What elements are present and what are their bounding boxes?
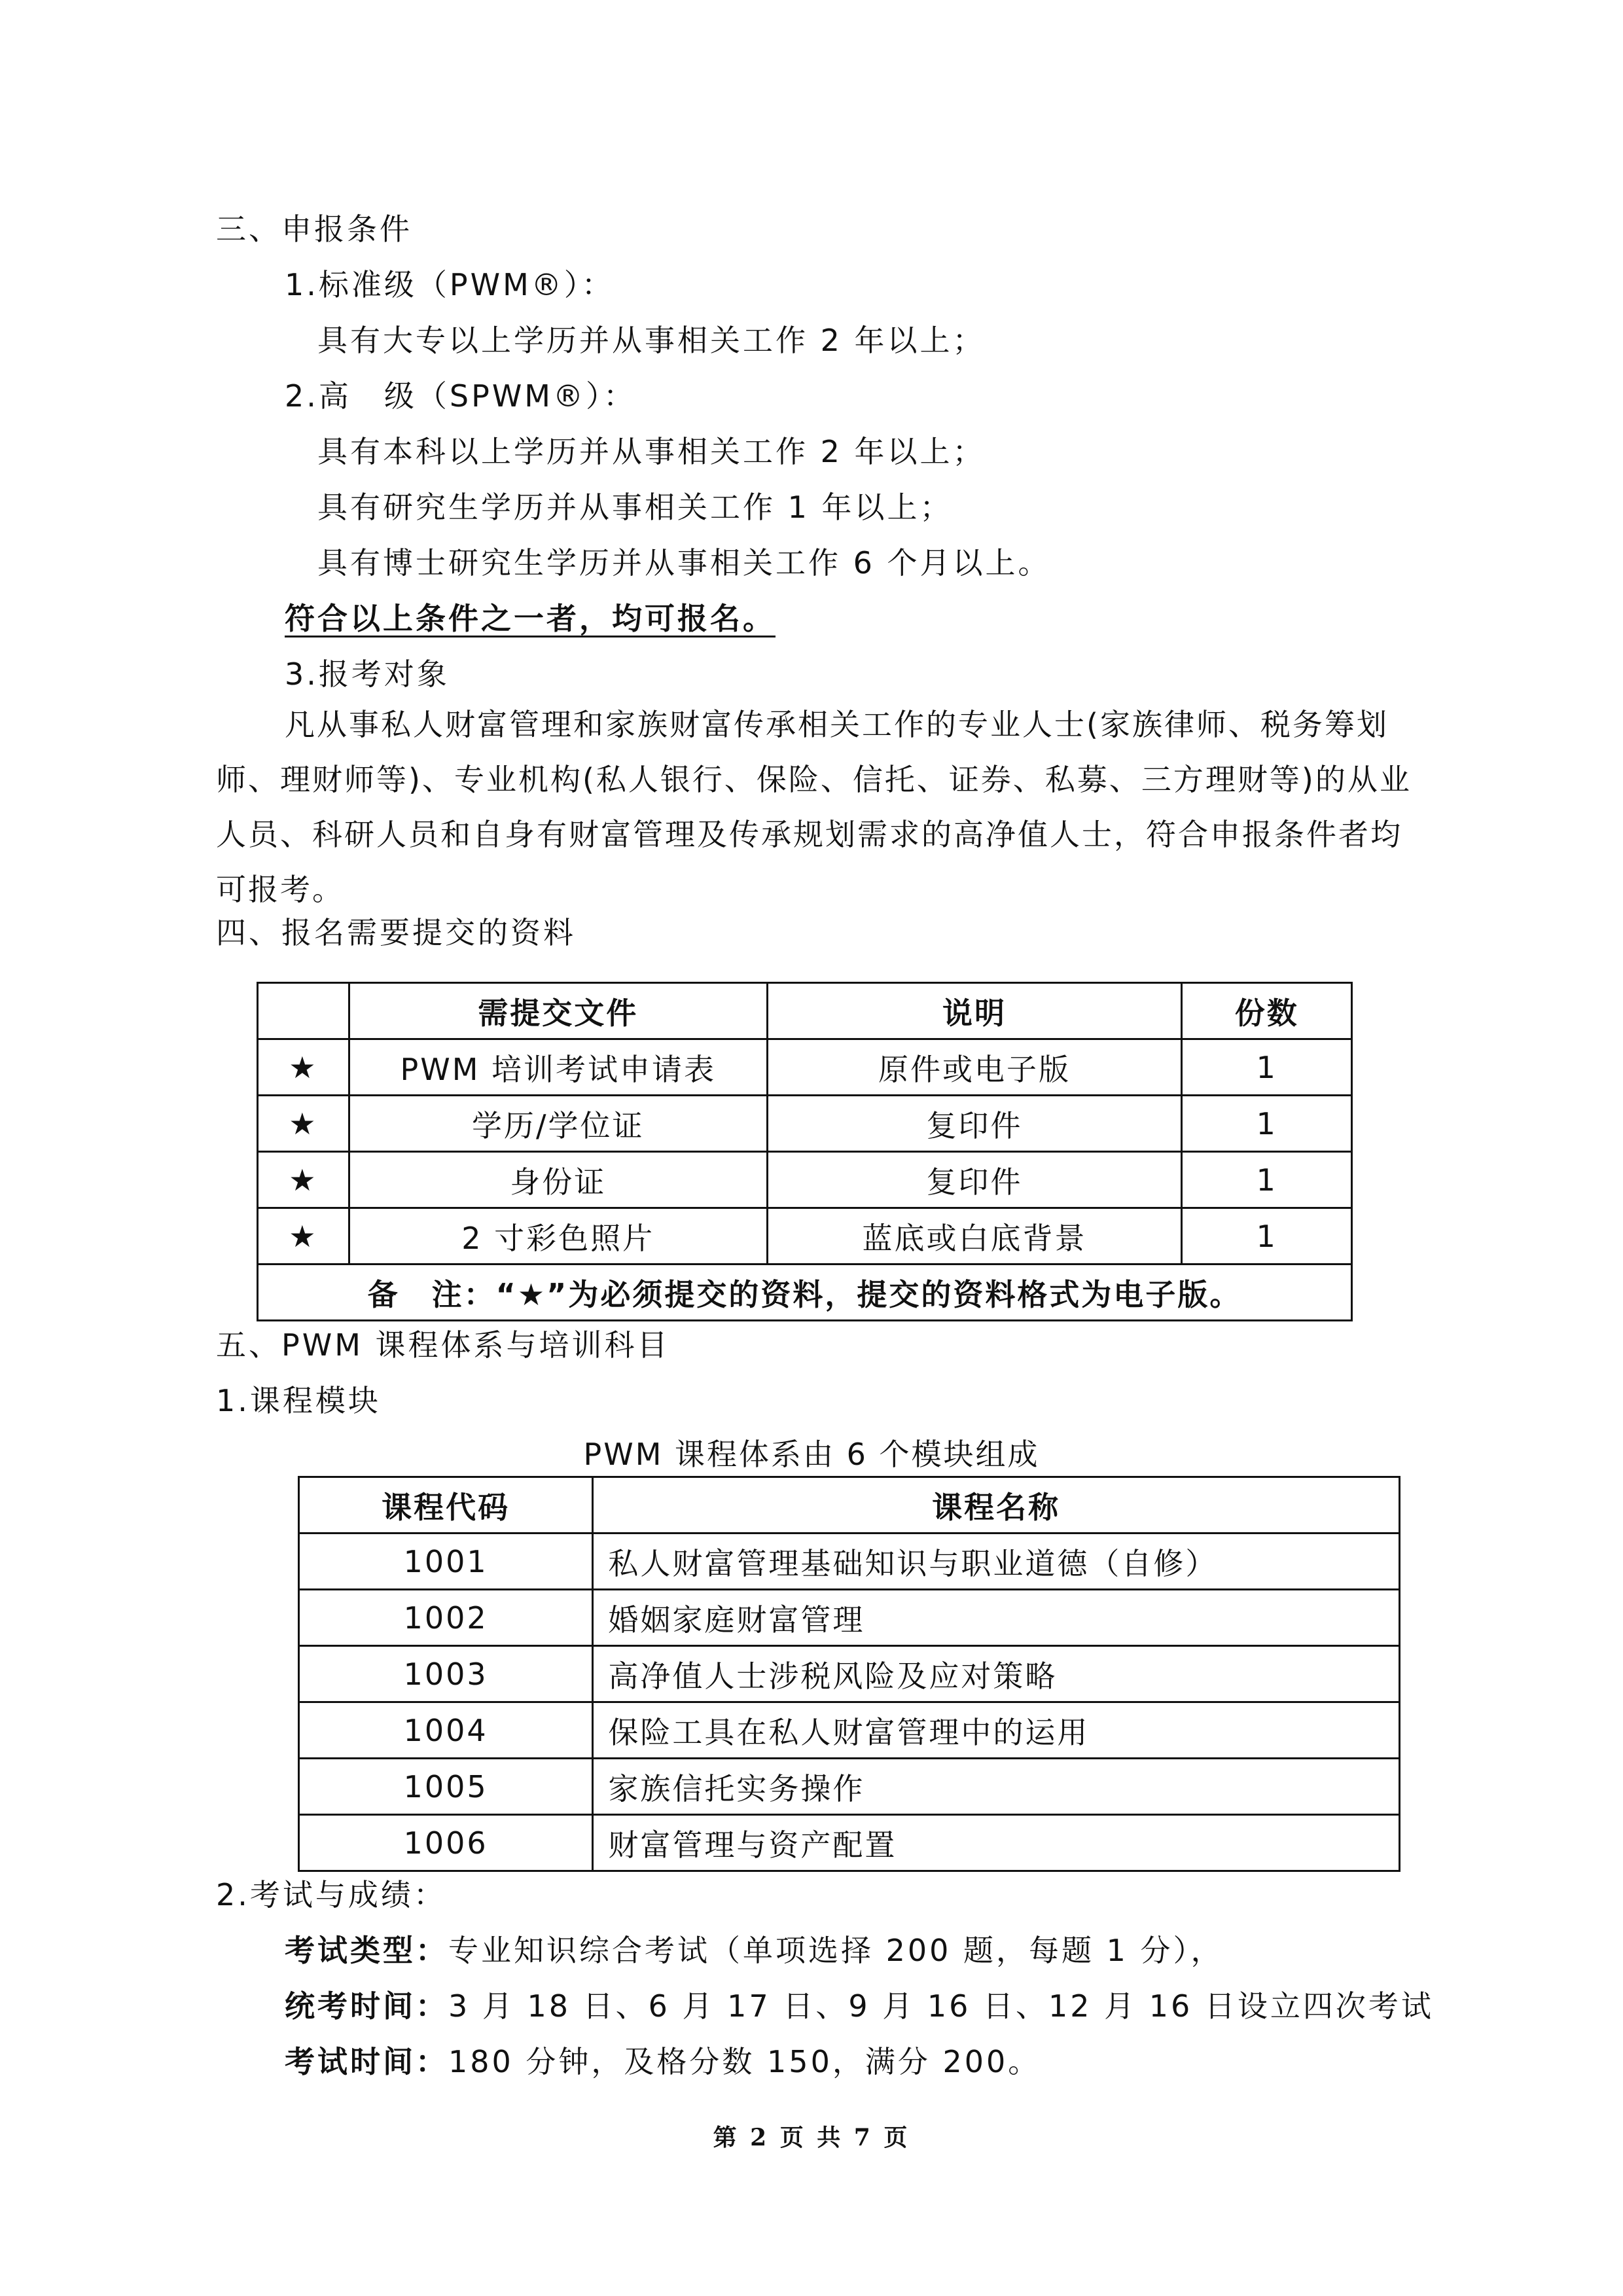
course-header-row — [299, 1477, 1400, 1534]
table-row — [299, 1646, 1400, 1702]
section-5-title: 五、PWM 课程体系与培训科目 — [216, 1327, 670, 1363]
course-code: 1004 — [299, 1702, 593, 1759]
materials-table — [257, 982, 1353, 1321]
table-row — [299, 1534, 1400, 1590]
materials-header-count: 份数 — [1182, 983, 1352, 1039]
advanced-level-req-3: 具有博士研究生学历并从事相关工作 6 个月以上。 — [317, 545, 1051, 581]
exam-type — [285, 1931, 1224, 1970]
material-file: 身份证 — [349, 1152, 767, 1208]
course-code: 1005 — [299, 1759, 593, 1815]
exam-type-label: 考试类型： — [285, 1933, 448, 1968]
course-header-name: 课程名称 — [593, 1477, 1400, 1534]
table-row — [258, 1039, 1352, 1096]
course-name: 家族信托实务操作 — [593, 1759, 1400, 1815]
material-desc: 复印件 — [767, 1152, 1182, 1208]
materials-header-desc: 说明 — [767, 983, 1182, 1039]
target-line-1: 凡从事私人财富管理和家族财富传承相关工作的专业人士(家族律师、税务筹划 — [285, 707, 1389, 742]
target-paragraph — [216, 697, 1414, 917]
materials-header-row — [258, 983, 1352, 1039]
course-code: 1006 — [299, 1815, 593, 1871]
target-line-3: 人员、科研人员和自身有财富管理及传承规划需求的高净值人士，符合申报条件者均 — [216, 817, 1402, 852]
course-code: 1001 — [299, 1534, 593, 1590]
course-module-title: 1.课程模块 — [216, 1383, 381, 1418]
material-count: 1 — [1182, 1152, 1352, 1208]
course-table-caption: PWM 课程体系由 6 个模块组成 — [583, 1437, 1040, 1472]
exam-dates-label: 统考时间： — [285, 1988, 448, 2024]
course-name: 婚姻家庭财富管理 — [593, 1590, 1400, 1646]
table-row — [258, 1096, 1352, 1152]
material-file: 学历/学位证 — [349, 1096, 767, 1152]
table-row — [299, 1702, 1400, 1759]
material-count: 1 — [1182, 1208, 1352, 1265]
table-row — [299, 1590, 1400, 1646]
page-number: 第 2 页 共 7 页 — [713, 2124, 910, 2151]
materials-remark-row — [258, 1265, 1352, 1321]
section-3-title: 三、申报条件 — [216, 211, 412, 247]
required-star-icon: ★ — [258, 1208, 349, 1265]
target-line-4: 可报考。 — [216, 872, 344, 907]
material-desc: 蓝底或白底背景 — [767, 1208, 1182, 1265]
material-desc: 原件或电子版 — [767, 1039, 1182, 1096]
material-file: 2 寸彩色照片 — [349, 1208, 767, 1265]
table-row — [258, 1152, 1352, 1208]
materials-header-mark — [258, 983, 349, 1039]
course-table — [298, 1476, 1400, 1872]
course-name: 保险工具在私人财富管理中的运用 — [593, 1702, 1400, 1759]
exam-dates — [285, 1986, 1434, 2026]
table-row — [258, 1208, 1352, 1265]
course-header-code: 课程代码 — [299, 1477, 593, 1534]
course-name: 高净值人士涉税风险及应对策略 — [593, 1646, 1400, 1702]
advanced-level-title: 2.高 级（SPWM®）： — [285, 378, 636, 414]
material-count: 1 — [1182, 1039, 1352, 1096]
materials-remark: 备 注：“★”为必须提交的资料，提交的资料格式为电子版。 — [258, 1265, 1352, 1321]
exam-dates-value: 3 月 18 日、6 月 17 日、9 月 16 日、12 月 16 日设立四次考试 — [448, 1988, 1434, 2024]
section-4-title: 四、报名需要提交的资料 — [216, 915, 576, 950]
advanced-level-req-1: 具有本科以上学历并从事相关工作 2 年以上； — [317, 434, 986, 469]
course-code: 1002 — [299, 1590, 593, 1646]
exam-time — [285, 2042, 1041, 2081]
target-line-2: 师、理财师等)、专业机构(私人银行、保险、信托、证券、私募、三方理财等)的从业 — [216, 762, 1412, 797]
course-code: 1003 — [299, 1646, 593, 1702]
required-star-icon: ★ — [258, 1039, 349, 1096]
table-row — [299, 1815, 1400, 1871]
material-desc: 复印件 — [767, 1096, 1182, 1152]
exam-title: 2.考试与成绩： — [216, 1877, 446, 1912]
required-star-icon: ★ — [258, 1152, 349, 1208]
standard-level-req: 具有大专以上学历并从事相关工作 2 年以上； — [317, 323, 986, 358]
eligibility-note: 符合以上条件之一者，均可报名。 — [285, 601, 776, 636]
materials-header-file: 需提交文件 — [349, 983, 767, 1039]
standard-level-title: 1.标准级（PWM®）： — [285, 267, 615, 302]
material-file: PWM 培训考试申请表 — [349, 1039, 767, 1096]
table-row — [299, 1759, 1400, 1815]
course-name: 私人财富管理基础知识与职业道德（自修） — [593, 1534, 1400, 1590]
advanced-level-req-2: 具有研究生学历并从事相关工作 1 年以上； — [317, 490, 953, 525]
exam-time-value: 180 分钟，及格分数 150，满分 200。 — [448, 2044, 1041, 2079]
required-star-icon: ★ — [258, 1096, 349, 1152]
material-count: 1 — [1182, 1096, 1352, 1152]
exam-type-value: 专业知识综合考试（单项选择 200 题，每题 1 分）， — [448, 1933, 1224, 1968]
exam-time-label: 考试时间： — [285, 2044, 448, 2079]
course-name: 财富管理与资产配置 — [593, 1815, 1400, 1871]
target-title: 3.报考对象 — [285, 656, 450, 692]
